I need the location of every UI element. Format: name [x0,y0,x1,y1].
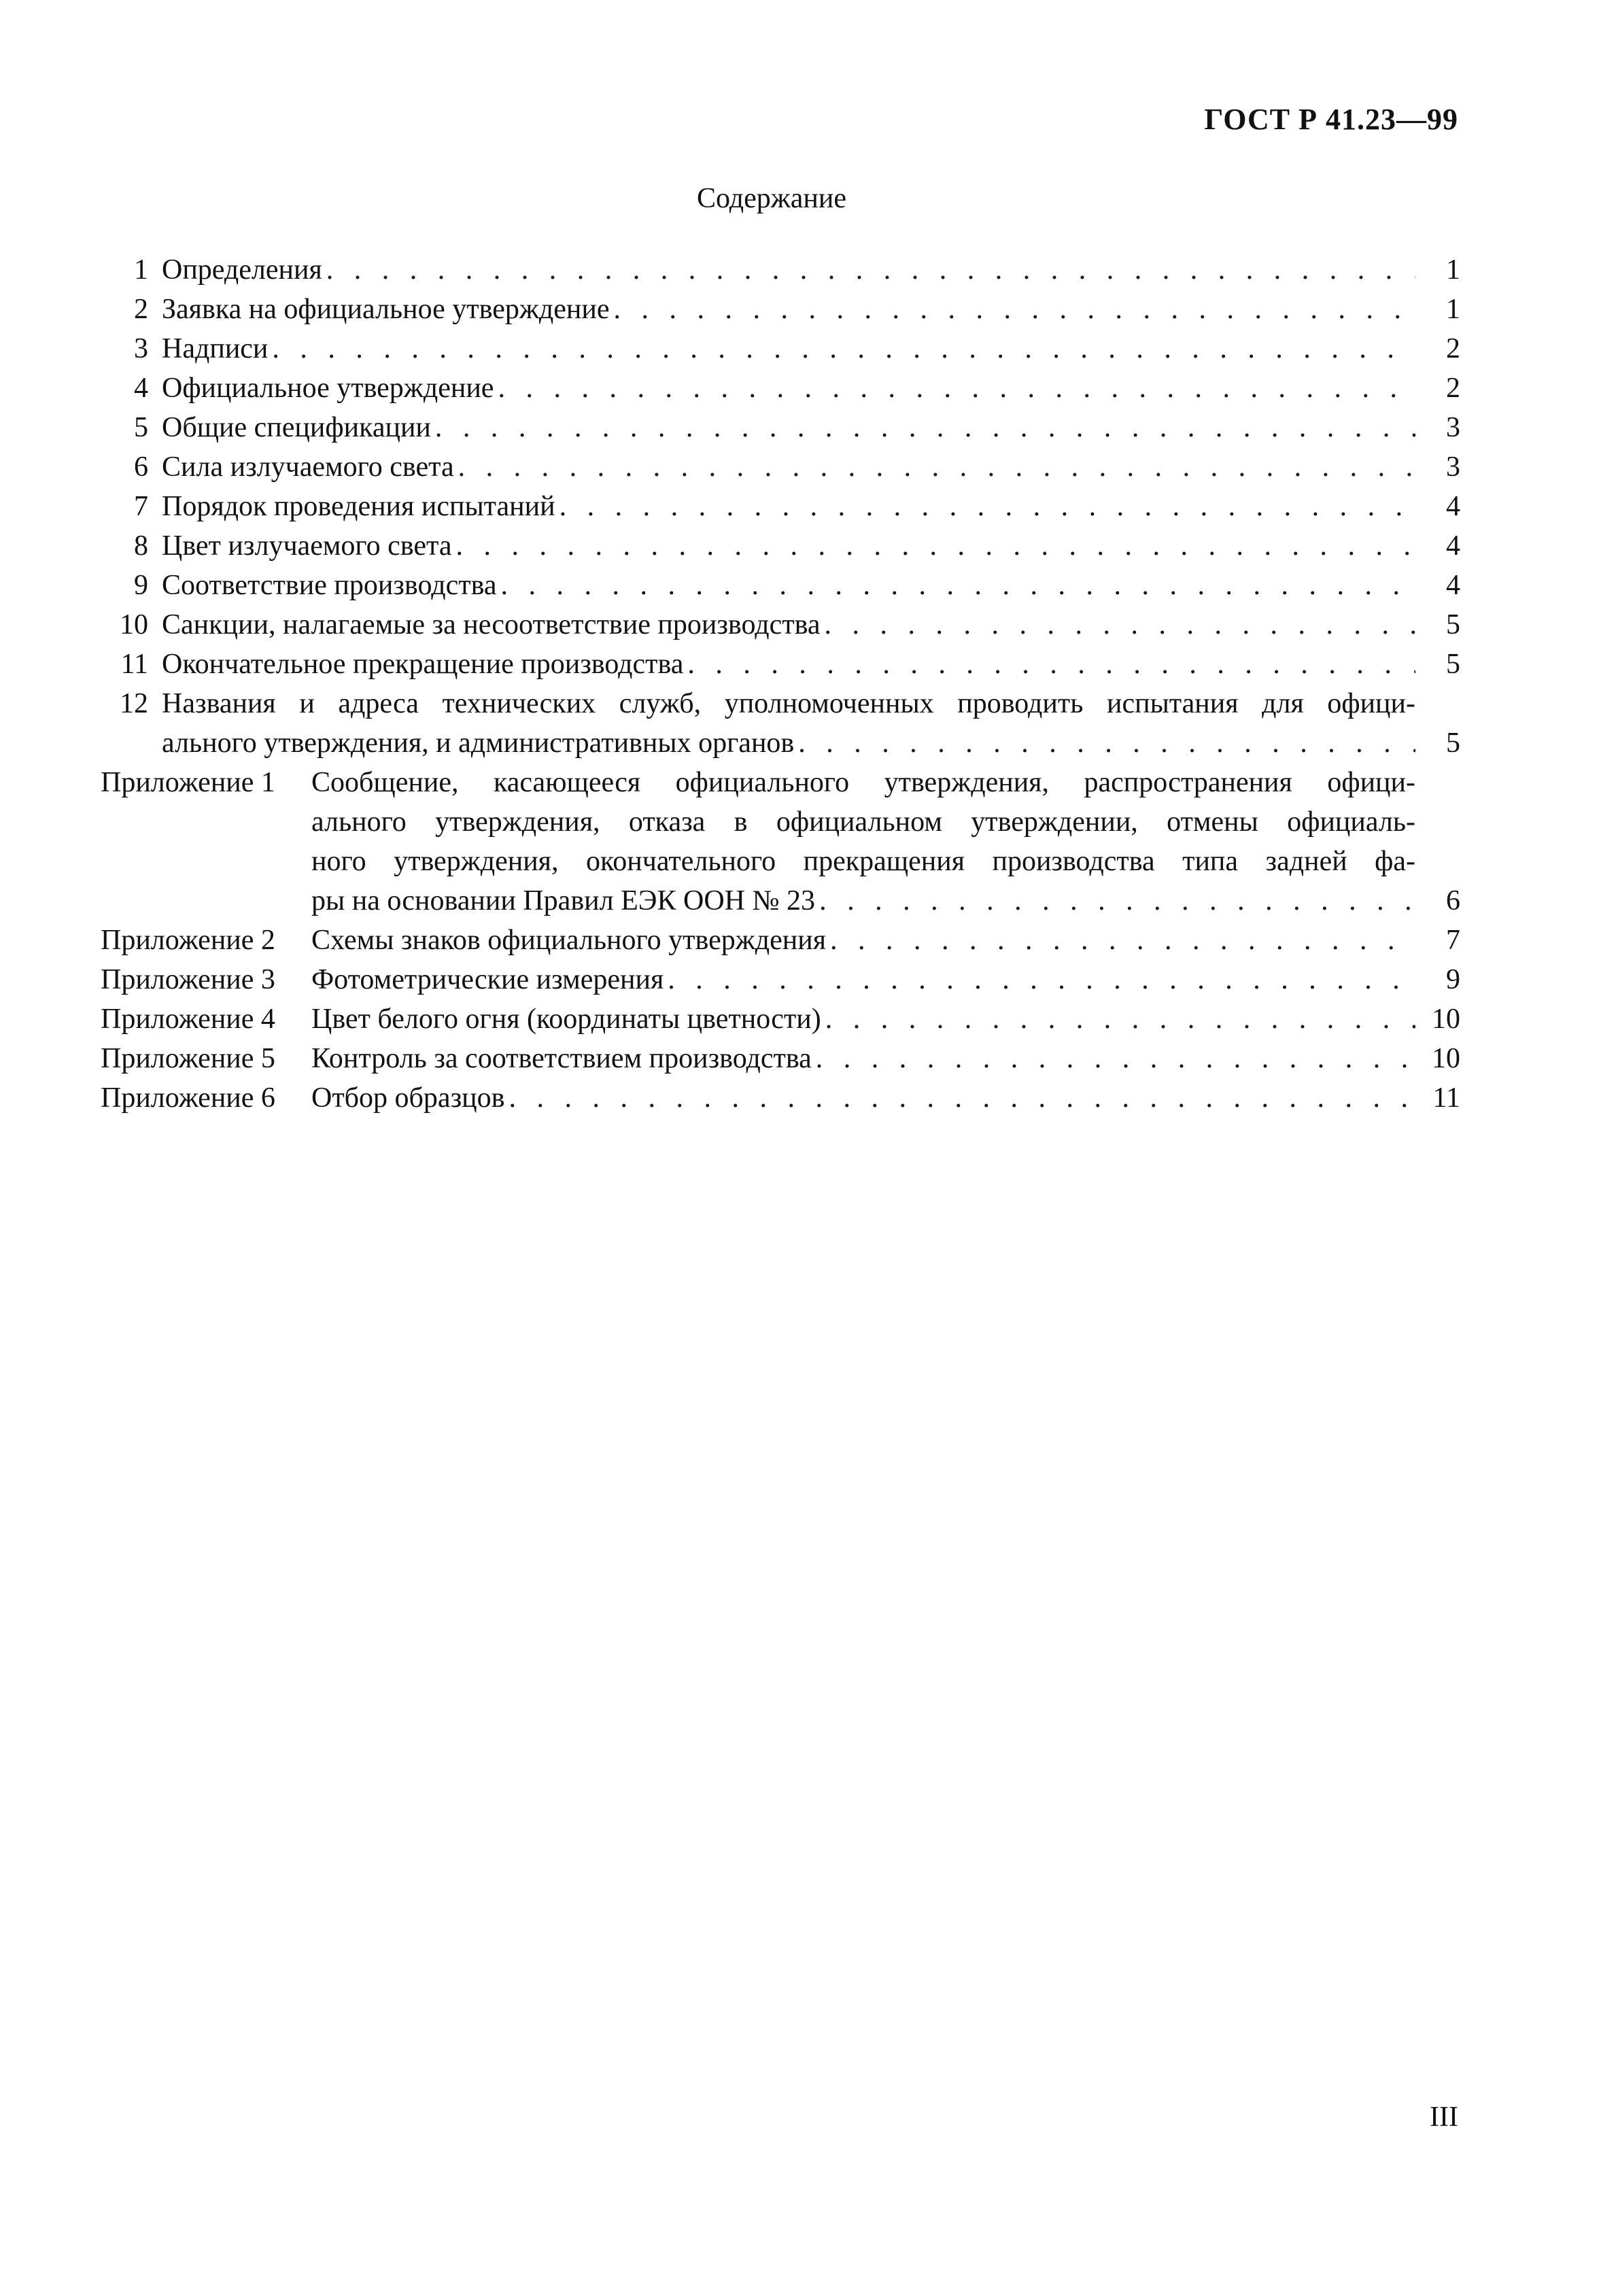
toc-section-row[interactable] [101,447,1460,487]
dot-leader [825,605,1415,645]
page-number: III [1430,2102,1458,2133]
toc-entry-line [162,290,1460,329]
toc-entry-text: Сила излучаемого света [162,451,454,483]
toc-entry-text: Схемы знаков официального утверждения [311,925,827,956]
table-of-contents [101,250,1460,1118]
toc-page-number: 4 [1446,530,1460,562]
toc-entry-text: Фотометрические измерения [311,964,664,995]
toc-section-row[interactable] [101,645,1460,684]
dot-leader [798,723,1415,763]
dot-leader [498,369,1415,408]
toc-entry-text: Надписи [162,333,269,364]
toc-section-row[interactable] [101,487,1460,526]
toc-entry-text: Сообщение, касающееся официального утверждения, распространения офици- [311,767,1415,798]
toc-entry-line [311,881,1460,921]
toc-entry-text: Порядок проведения испытаний [162,491,555,522]
toc-entry-line [162,447,1460,487]
toc-entry-text: ры на основании Правил ЕЭК ООН № 23 [311,885,816,916]
toc-section-row[interactable] [101,566,1460,605]
dot-leader [613,290,1415,329]
toc-entry-text: ного утверждения, окончательного прекращения производства типа задней фа- [311,846,1415,877]
toc-annex-row[interactable] [0,1078,1460,1118]
toc-section-row[interactable] [101,526,1460,566]
toc-entry-line [162,487,1460,526]
annex-label: Приложение 1 [101,767,275,798]
toc-entry-text: Официальное утверждение [162,373,494,404]
dot-leader [687,645,1415,684]
toc-entry-line [311,999,1460,1039]
toc-entry-text: Заявка на официальное утверждение [162,294,610,325]
toc-page-number: 7 [1446,925,1460,956]
section-number: 2 [134,294,148,325]
toc-entry-line [311,842,1460,881]
toc-page-number: 10 [1432,1004,1460,1035]
toc-entry-text: Контроль за соответствием производства [311,1043,812,1074]
toc-entry-line [311,960,1460,999]
toc-entry-line [162,566,1460,605]
toc-entry-text: ального утверждения, и административных органов [162,727,795,759]
toc-annex-row[interactable] [0,921,1460,960]
document-code: ГОСТ Р 41.23—99 [1204,103,1458,136]
toc-entry-text: Определения [162,254,322,286]
toc-entry-text: Названия и адреса технических служб, уполномоченных проводить испытания для офици- [162,688,1415,719]
toc-page-number: 1 [1446,254,1460,286]
toc-entry-line [162,408,1460,447]
toc-page-number: 10 [1432,1043,1460,1074]
annex-label: Приложение 2 [101,925,275,956]
section-number: 3 [134,333,148,364]
toc-section-row[interactable] [101,408,1460,447]
toc-section-row[interactable] [101,369,1460,408]
toc-entry-line [162,605,1460,645]
toc-entry-line [311,1039,1460,1078]
toc-entry-line [162,250,1460,290]
dot-leader [830,921,1415,960]
toc-entry-text: Соответствие производства [162,570,497,601]
toc-page-number: 2 [1446,333,1460,364]
section-number: 12 [120,688,148,719]
toc-entry-text: Окончательное прекращение производства [162,649,684,680]
toc-page-number: 4 [1446,491,1460,522]
toc-entry-line [162,723,1460,763]
toc-entry-line [162,329,1460,369]
annex-label: Приложение 3 [101,964,275,995]
toc-entry-line [311,921,1460,960]
toc-page-number: 11 [1432,1082,1460,1114]
dot-leader [825,999,1415,1039]
toc-annex-row[interactable] [0,1039,1460,1078]
toc-entry-line [162,645,1460,684]
section-number: 6 [134,451,148,483]
toc-entry-text: Цвет белого огня (координаты цветности) [311,1004,821,1035]
toc-entry-line [162,684,1460,723]
dot-leader [816,1039,1415,1078]
section-number: 9 [134,570,148,601]
toc-page-number: 5 [1446,727,1460,759]
dot-leader [326,250,1415,290]
toc-entry-line [311,1078,1460,1118]
toc-annex-row[interactable] [0,763,1460,921]
toc-entry-line [162,369,1460,408]
section-number: 10 [120,609,148,640]
dot-leader [819,881,1415,921]
section-number: 1 [134,254,148,286]
toc-page-number: 2 [1446,373,1460,404]
toc-page-number: 1 [1446,294,1460,325]
toc-page-number: 5 [1446,609,1460,640]
toc-page-number: 6 [1446,885,1460,916]
dot-leader [668,960,1415,999]
toc-entry-line [162,526,1460,566]
toc-page-number: 5 [1446,649,1460,680]
toc-entry-line [311,802,1460,842]
toc-entry-line [311,763,1460,802]
annex-label: Приложение 4 [101,1004,275,1035]
section-number: 8 [134,530,148,562]
toc-entry-text: Общие спецификации [162,412,431,443]
toc-annex-row[interactable] [0,960,1460,999]
dot-leader [560,487,1415,526]
toc-annex-row[interactable] [0,999,1460,1039]
section-number: 11 [120,649,148,680]
section-number: 5 [134,412,148,443]
toc-page-number: 9 [1446,964,1460,995]
annex-label: Приложение 5 [101,1043,275,1074]
toc-entry-text: Цвет излучаемого света [162,530,452,562]
toc-entry-text: ального утверждения, отказа в официальном утверждении, отмены официаль- [311,806,1415,838]
dot-leader [455,526,1415,566]
annex-label: Приложение 6 [101,1082,275,1114]
toc-page-number: 4 [1446,570,1460,601]
toc-section-row[interactable] [101,684,1460,763]
dot-leader [272,329,1415,369]
toc-section-row[interactable] [101,290,1460,329]
toc-page-number: 3 [1446,451,1460,483]
toc-page-number: 3 [1446,412,1460,443]
toc-section-row[interactable] [101,605,1460,645]
dot-leader [501,566,1415,605]
dot-leader [509,1078,1415,1118]
toc-section-row[interactable] [101,329,1460,369]
toc-section-row[interactable] [101,250,1460,290]
toc-entry-text: Отбор образцов [311,1082,505,1114]
toc-title: Содержание [696,183,847,214]
section-number: 7 [134,491,148,522]
toc-entry-text: Санкции, налагаемые за несоответствие производства [162,609,821,640]
dot-leader [458,447,1415,487]
dot-leader [435,408,1415,447]
section-number: 4 [134,373,148,404]
